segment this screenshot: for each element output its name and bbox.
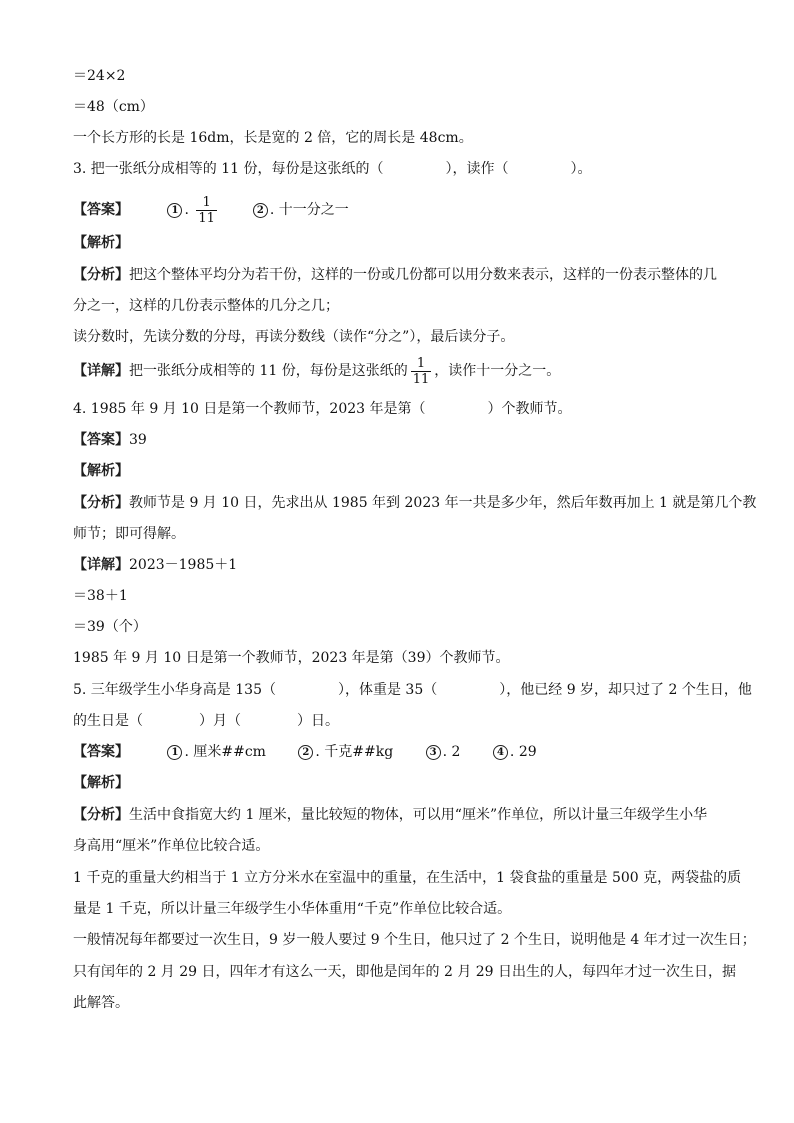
- question-3-text-b: ），读作（: [445, 161, 509, 177]
- circled-number-2: 2: [253, 203, 268, 218]
- detail-4-line-3: ＝39（个）: [73, 619, 147, 635]
- answer-3: 【答案】 1 . $\frac{1}{11}$ 2 . 十一分之一: [73, 194, 349, 226]
- circled-number-1: 1: [167, 203, 182, 218]
- calc-line-1: ＝24×2: [73, 68, 126, 84]
- fraction-one-eleventh: $\frac{1}{11}$: [412, 355, 430, 387]
- answer-4: 【答案】39: [73, 432, 147, 448]
- fraction-numerator: 1: [202, 194, 211, 210]
- analysis-4-line-2: 师节；即可得解。: [73, 526, 185, 542]
- analysis-heading: 【解析】: [73, 775, 129, 791]
- analysis-5-line-2: 身高用“厘米”作单位比较合适。: [73, 838, 270, 854]
- question-3: [73, 159, 733, 179]
- circled-number-1: 1: [167, 745, 182, 760]
- analysis-heading: 【解析】: [73, 463, 129, 479]
- fraction-denominator: 11: [198, 210, 215, 226]
- question-3-text-c: ）。: [570, 161, 592, 177]
- answer-5-part-3: . 2: [442, 744, 461, 760]
- analysis-5-line-3: 1 千克的重量大约相当于 1 立方分米水在室温中的重量，在生活中，1 袋食盐的重量是 500 克，两袋盐的质: [73, 870, 742, 886]
- analysis-4-line-1: 【分析】教师节是 9 月 10 日，先求出从 1985 年到 2023 年一共是多少年，然后年数再加上 1 就是第几个教: [73, 495, 757, 511]
- analysis-3-line-2: 分之一，这样的几份表示整体的几分之几；: [73, 298, 339, 314]
- circled-number-4: 4: [493, 745, 508, 760]
- answer-5-part-2: . 千克##kg: [315, 744, 394, 760]
- answer-5: 【答案】 1 . 厘米##cm 2 . 千克##kg 3 . 2 4 . 29: [73, 744, 537, 760]
- question-5-line-2: 的生日是（ ）月（ ）日。: [73, 713, 339, 729]
- circled-number-2: 2: [298, 745, 313, 760]
- analysis-5-line-4: 量是 1 千克，所以计量三年级学生小华体重用“千克”作单位比较合适。: [73, 901, 512, 917]
- circled-number-3: 3: [426, 745, 441, 760]
- question-5-line-1: 5. 三年级学生小华身高是 135（ ），体重是 35（ ），他已经 9 岁，却只过了 2 个生日，他: [73, 682, 752, 698]
- question-4: 4. 1985 年 9 月 10 日是第一个教师节，2023 年是第（ ）个教师节。: [73, 401, 572, 417]
- analysis-5-line-6: 只有闰年的 2 月 29 日，四年才有这么一天，即他是闰年的 2 月 29 日出生的人，每四年才过一次生日，据: [73, 964, 737, 980]
- analysis-heading: 【解析】: [73, 235, 129, 251]
- detail-4-line-4: 1985 年 9 月 10 日是第一个教师节，2023 年是第（39）个教师节。: [73, 650, 510, 666]
- question-3-text-a: 3. 把一张纸分成相等的 11 份，每份是这张纸的（: [73, 161, 384, 177]
- answer-5-part-1: . 厘米##cm: [184, 744, 266, 760]
- calc-line-2: ＝48（cm）: [73, 99, 154, 115]
- analysis-3-line-3: 读分数时，先读分数的分母，再读分数线（读作“分之”），最后读分子。: [73, 329, 515, 345]
- analysis-5-line-1: 【分析】生活中食指宽大约 1 厘米，量比较短的物体，可以用“厘米”作单位，所以计量三年级学生小华: [73, 807, 708, 823]
- answer-tag: 【答案】: [73, 202, 129, 218]
- conclusion-line: 一个长方形的长是 16dm，长是宽的 2 倍，它的周长是 48cm。: [73, 130, 473, 146]
- analysis-3-line-1: 【分析】把这个整体平均分为若干份，这样的一份或几份都可以用分数来表示，这样的一份表示整体的几: [73, 267, 717, 283]
- answer-3-part-2: . 十一分之一: [269, 202, 349, 218]
- detail-4-line-2: ＝38＋1: [73, 588, 128, 604]
- detail-3: 【详解】把一张纸分成相等的 11 份，每份是这张纸的 $\frac{1}{11}$ ，读作十一分之一。: [73, 355, 561, 387]
- detail-4: 【详解】2023－1985＋1: [73, 557, 238, 573]
- analysis-5-line-5: 一般情况每年都要过一次生日，9 岁一般人要过 9 个生日，他只过了 2 个生日，说明他是 4 年才过一次生日；: [73, 932, 756, 948]
- fraction-one-eleventh: [196, 195, 217, 226]
- analysis-5-line-7: 此解答。: [73, 995, 129, 1011]
- answer-5-part-4: . 29: [509, 744, 537, 760]
